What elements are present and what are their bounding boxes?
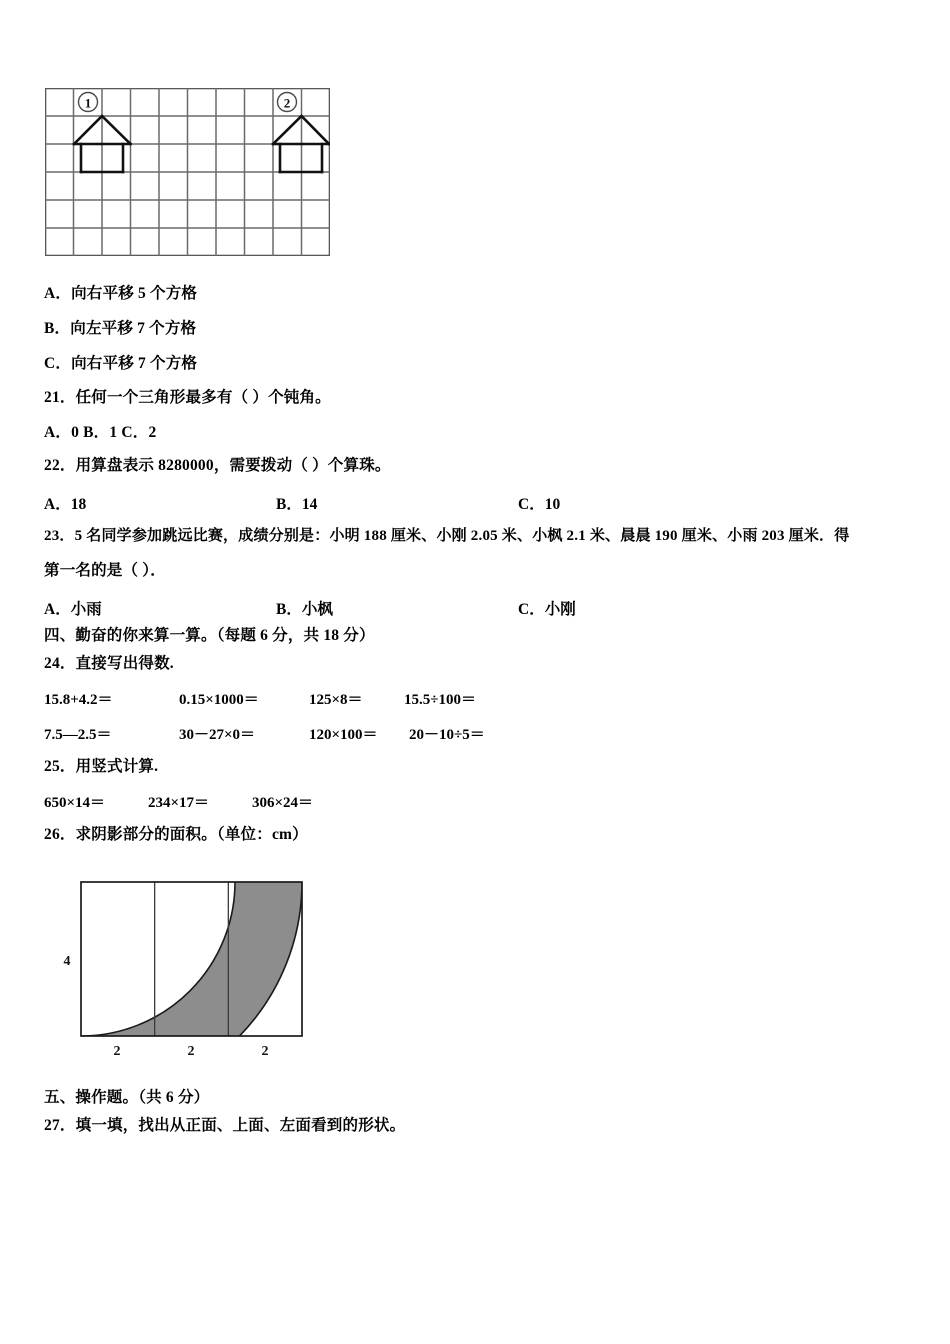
q20-option-c-key: C． <box>44 355 72 372</box>
section-four-heading: 四、勤奋的你来算一算。（每题 6 分，共 18 分） <box>44 627 375 644</box>
q20-translation-grid-figure <box>45 88 330 256</box>
q20-option-b-key: B． <box>44 320 71 337</box>
q23-option-b[interactable] <box>276 597 518 619</box>
width-label-3: 2 <box>261 1044 269 1055</box>
q24-expr-4: 15.5÷100＝ <box>404 692 476 708</box>
q22-option-a[interactable] <box>44 492 276 514</box>
q20-option-c-text: 向右平移 7 个方格 <box>71 355 198 372</box>
q20-option-a[interactable] <box>44 285 197 304</box>
shape-2-label: 2 <box>283 95 291 111</box>
q20-option-b[interactable] <box>44 320 196 339</box>
q21-stem: 21．任何一个三角形最多有（ ）个钝角。 <box>44 389 331 406</box>
q25-expr-1: 650×14＝ <box>44 795 106 811</box>
q22-stem: 22．用算盘表示 8280000，需要拨动（ ）个算珠。 <box>44 457 391 474</box>
q20-option-c[interactable] <box>44 355 197 374</box>
q24-expr-3: 125×8＝ <box>309 692 363 708</box>
q26-stem: 26．求阴影部分的面积。（单位：cm） <box>44 826 308 843</box>
q23-option-b-text: 小枫 <box>301 601 333 618</box>
q25-expressions <box>44 791 313 812</box>
q22-option-c[interactable] <box>518 492 560 514</box>
q20-option-a-key: A． <box>44 285 72 302</box>
shaded-region <box>81 882 302 1055</box>
q24-expr-6: 30－27×0＝ <box>179 727 256 743</box>
q24-stem: 24．直接写出得数. <box>44 655 174 672</box>
q23-stem-line-2: 第一名的是（ ）． <box>44 562 166 579</box>
q21-options[interactable]: A．0 B．1 C．2 <box>44 424 157 441</box>
q23-option-c[interactable] <box>518 597 576 619</box>
height-label-4: 4 <box>63 954 71 969</box>
q22-option-c-key: C． <box>518 496 545 513</box>
q27-stem: 27．填一填，找出从正面、上面、左面看到的形状。 <box>44 1117 406 1134</box>
q22-options[interactable] <box>44 492 560 514</box>
width-label-1: 2 <box>113 1044 121 1055</box>
q23-options[interactable] <box>44 597 576 619</box>
q22-option-c-text: 10 <box>544 496 561 513</box>
q24-expr-8: 20－10÷5＝ <box>409 727 485 743</box>
q25-stem: 25．用竖式计算. <box>44 758 159 775</box>
q22-option-a-key: A． <box>44 496 71 513</box>
q23-option-a-text: 小雨 <box>70 601 102 618</box>
q24-row-1 <box>44 688 476 709</box>
q24-row-2 <box>44 723 485 744</box>
q24-expr-5: 7.5—2.5＝ <box>44 727 112 743</box>
q20-option-a-text: 向右平移 5 个方格 <box>71 285 198 302</box>
q23-option-a[interactable] <box>44 597 276 619</box>
q24-expr-2: 0.15×1000＝ <box>179 692 259 708</box>
q22-option-b-key: B． <box>276 496 302 513</box>
q22-option-a-text: 18 <box>70 496 87 513</box>
q20-option-b-text: 向左平移 7 个方格 <box>70 320 197 337</box>
q23-option-b-key: B． <box>276 601 302 618</box>
q24-expr-7: 120×100＝ <box>309 727 378 743</box>
width-label-2: 2 <box>187 1044 195 1055</box>
q23-option-a-key: A． <box>44 601 71 618</box>
section-five-heading: 五、操作题。（共 6 分） <box>44 1089 210 1106</box>
q23-stem-line-1: 23．5 名同学参加跳远比赛，成绩分别是：小明 188 厘米、小刚 2.05 米、小枫 2.1 米、晨晨 190 厘米、小雨 203 厘米．得 <box>44 528 850 544</box>
q23-option-c-text: 小刚 <box>544 601 576 618</box>
shape-1-label: 1 <box>84 95 92 111</box>
q24-expr-1: 15.8+4.2＝ <box>44 692 113 708</box>
q22-option-b-text: 14 <box>301 496 318 513</box>
q25-expr-2: 234×17＝ <box>148 795 210 811</box>
q22-option-b[interactable] <box>276 492 518 514</box>
q26-shaded-area-figure <box>55 870 325 1055</box>
q23-option-c-key: C． <box>518 601 545 618</box>
q25-expr-3: 306×24＝ <box>252 795 314 811</box>
